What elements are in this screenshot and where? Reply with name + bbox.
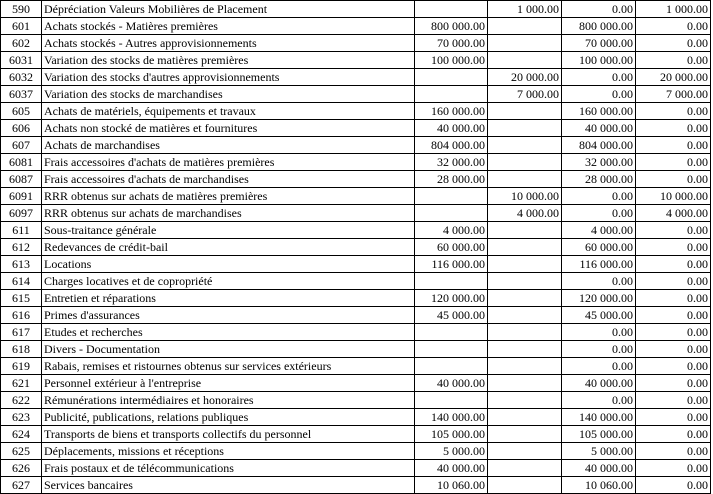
account-label-cell[interactable]: Frais accessoires d'achats de matières premières (42, 154, 415, 171)
account-code-cell[interactable]: 614 (1, 273, 42, 290)
credit-cell[interactable] (488, 324, 562, 341)
balance-debit-cell[interactable]: 0.00 (562, 324, 636, 341)
account-label-cell[interactable]: Frais accessoires d'achats de marchandises (42, 171, 415, 188)
table-row[interactable] (1, 1, 711, 18)
table-row[interactable] (1, 137, 711, 154)
account-label-cell[interactable]: Locations (42, 256, 415, 273)
account-label-cell[interactable]: Divers - Documentation (42, 341, 415, 358)
balance-debit-cell[interactable]: 116 000.00 (562, 256, 636, 273)
account-code-cell[interactable]: 626 (1, 460, 42, 477)
table-row[interactable] (1, 154, 711, 171)
table-row[interactable] (1, 120, 711, 137)
account-code-cell[interactable]: 621 (1, 375, 42, 392)
credit-cell[interactable] (488, 460, 562, 477)
balance-debit-cell[interactable]: 0.00 (562, 341, 636, 358)
balance-credit-cell[interactable]: 0.00 (636, 460, 711, 477)
account-label-cell[interactable]: Rabais, remises et ristournes obtenus sur services extérieurs (42, 358, 415, 375)
balance-credit-cell[interactable]: 0.00 (636, 137, 711, 154)
balance-debit-cell[interactable]: 4 000.00 (562, 222, 636, 239)
balance-debit-cell[interactable]: 0.00 (562, 86, 636, 103)
account-label-cell[interactable]: Redevances de crédit-bail (42, 239, 415, 256)
balance-credit-cell[interactable]: 0.00 (636, 290, 711, 307)
balance-credit-cell[interactable]: 0.00 (636, 154, 711, 171)
balance-debit-cell[interactable]: 70 000.00 (562, 35, 636, 52)
debit-cell[interactable]: 160 000.00 (415, 103, 488, 120)
debit-cell[interactable] (415, 273, 488, 290)
account-code-cell[interactable]: 606 (1, 120, 42, 137)
balance-credit-cell[interactable]: 0.00 (636, 256, 711, 273)
table-row[interactable] (1, 86, 711, 103)
balance-credit-cell[interactable]: 0.00 (636, 392, 711, 409)
account-label-cell[interactable]: Variation des stocks d'autres approvisionnements (42, 69, 415, 86)
debit-cell[interactable] (415, 69, 488, 86)
balance-credit-cell[interactable]: 0.00 (636, 103, 711, 120)
balance-credit-cell[interactable]: 0.00 (636, 358, 711, 375)
account-code-cell[interactable]: 622 (1, 392, 42, 409)
debit-cell[interactable]: 804 000.00 (415, 137, 488, 154)
balance-debit-cell[interactable]: 40 000.00 (562, 120, 636, 137)
debit-cell[interactable]: 40 000.00 (415, 460, 488, 477)
balance-credit-cell[interactable]: 0.00 (636, 477, 711, 494)
debit-cell[interactable]: 120 000.00 (415, 290, 488, 307)
account-code-cell[interactable]: 612 (1, 239, 42, 256)
account-label-cell[interactable]: Transports de biens et transports collectifs du personnel (42, 426, 415, 443)
balance-credit-cell[interactable]: 0.00 (636, 341, 711, 358)
credit-cell[interactable] (488, 103, 562, 120)
balance-debit-cell[interactable]: 100 000.00 (562, 52, 636, 69)
balance-debit-cell[interactable]: 0.00 (562, 69, 636, 86)
balance-credit-cell[interactable]: 10 000.00 (636, 188, 711, 205)
balance-debit-cell[interactable]: 0.00 (562, 273, 636, 290)
account-label-cell[interactable]: Achats stockés - Matières premières (42, 18, 415, 35)
credit-cell[interactable] (488, 273, 562, 290)
credit-cell[interactable] (488, 375, 562, 392)
table-row[interactable] (1, 426, 711, 443)
balance-credit-cell[interactable]: 0.00 (636, 273, 711, 290)
debit-cell[interactable]: 28 000.00 (415, 171, 488, 188)
table-row[interactable] (1, 477, 711, 494)
credit-cell[interactable] (488, 222, 562, 239)
balance-debit-cell[interactable]: 120 000.00 (562, 290, 636, 307)
credit-cell[interactable] (488, 35, 562, 52)
account-code-cell[interactable]: 6081 (1, 154, 42, 171)
debit-cell[interactable]: 4 000.00 (415, 222, 488, 239)
debit-cell[interactable]: 140 000.00 (415, 409, 488, 426)
account-label-cell[interactable]: Services bancaires (42, 477, 415, 494)
account-label-cell[interactable]: Achats non stocké de matières et fournitures (42, 120, 415, 137)
account-code-cell[interactable]: 590 (1, 1, 42, 18)
account-code-cell[interactable]: 602 (1, 35, 42, 52)
credit-cell[interactable] (488, 18, 562, 35)
balance-credit-cell[interactable]: 4 000.00 (636, 205, 711, 222)
account-code-cell[interactable]: 6031 (1, 52, 42, 69)
balance-debit-cell[interactable]: 5 000.00 (562, 443, 636, 460)
balance-credit-cell[interactable]: 1 000.00 (636, 1, 711, 18)
account-label-cell[interactable]: Achats de matériels, équipements et travaux (42, 103, 415, 120)
balance-debit-cell[interactable]: 60 000.00 (562, 239, 636, 256)
balance-debit-cell[interactable]: 804 000.00 (562, 137, 636, 154)
credit-cell[interactable]: 1 000.00 (488, 1, 562, 18)
table-row[interactable] (1, 307, 711, 324)
balance-table-body (1, 1, 711, 494)
debit-cell[interactable]: 40 000.00 (415, 375, 488, 392)
balance-credit-cell[interactable]: 0.00 (636, 307, 711, 324)
debit-cell[interactable]: 10 060.00 (415, 477, 488, 494)
balance-credit-cell[interactable]: 0.00 (636, 443, 711, 460)
credit-cell[interactable] (488, 239, 562, 256)
credit-cell[interactable]: 4 000.00 (488, 205, 562, 222)
credit-cell[interactable] (488, 137, 562, 154)
debit-cell[interactable]: 70 000.00 (415, 35, 488, 52)
account-code-cell[interactable]: 624 (1, 426, 42, 443)
debit-cell[interactable]: 32 000.00 (415, 154, 488, 171)
table-row[interactable] (1, 103, 711, 120)
table-row[interactable] (1, 324, 711, 341)
credit-cell[interactable] (488, 256, 562, 273)
credit-cell[interactable] (488, 290, 562, 307)
balance-debit-cell[interactable]: 800 000.00 (562, 18, 636, 35)
table-row[interactable] (1, 443, 711, 460)
credit-cell[interactable]: 20 000.00 (488, 69, 562, 86)
account-label-cell[interactable]: Primes d'assurances (42, 307, 415, 324)
table-row[interactable] (1, 290, 711, 307)
debit-cell[interactable] (415, 324, 488, 341)
table-row[interactable] (1, 256, 711, 273)
balance-credit-cell[interactable]: 0.00 (636, 375, 711, 392)
account-code-cell[interactable]: 617 (1, 324, 42, 341)
debit-cell[interactable]: 800 000.00 (415, 18, 488, 35)
table-row[interactable] (1, 375, 711, 392)
table-row[interactable] (1, 18, 711, 35)
table-row[interactable] (1, 409, 711, 426)
credit-cell[interactable] (488, 477, 562, 494)
balance-credit-cell[interactable]: 0.00 (636, 171, 711, 188)
credit-cell[interactable] (488, 171, 562, 188)
table-row[interactable] (1, 69, 711, 86)
balance-debit-cell[interactable]: 105 000.00 (562, 426, 636, 443)
debit-cell[interactable]: 105 000.00 (415, 426, 488, 443)
account-code-cell[interactable]: 627 (1, 477, 42, 494)
balance-debit-cell[interactable]: 140 000.00 (562, 409, 636, 426)
balance-debit-cell[interactable]: 40 000.00 (562, 460, 636, 477)
table-row[interactable] (1, 341, 711, 358)
account-label-cell[interactable]: Entretien et réparations (42, 290, 415, 307)
balance-credit-cell[interactable]: 0.00 (636, 120, 711, 137)
table-row[interactable] (1, 52, 711, 69)
table-row[interactable] (1, 222, 711, 239)
account-label-cell[interactable]: Sous-traitance générale (42, 222, 415, 239)
account-label-cell[interactable]: Charges locatives et de copropriété (42, 273, 415, 290)
debit-cell[interactable]: 40 000.00 (415, 120, 488, 137)
balance-credit-cell[interactable]: 0.00 (636, 35, 711, 52)
balance-credit-cell[interactable]: 0.00 (636, 239, 711, 256)
table-row[interactable] (1, 171, 711, 188)
account-code-cell[interactable]: 611 (1, 222, 42, 239)
credit-cell[interactable] (488, 443, 562, 460)
balance-debit-cell[interactable]: 45 000.00 (562, 307, 636, 324)
balance-credit-cell[interactable]: 0.00 (636, 52, 711, 69)
table-row[interactable] (1, 358, 711, 375)
table-row[interactable] (1, 35, 711, 52)
balance-debit-cell[interactable]: 40 000.00 (562, 375, 636, 392)
credit-cell[interactable] (488, 426, 562, 443)
account-code-cell[interactable]: 6091 (1, 188, 42, 205)
account-code-cell[interactable]: 607 (1, 137, 42, 154)
balance-debit-cell[interactable]: 0.00 (562, 188, 636, 205)
balance-credit-cell[interactable]: 0.00 (636, 426, 711, 443)
account-label-cell[interactable]: Personnel extérieur à l'entreprise (42, 375, 415, 392)
account-label-cell[interactable]: RRR obtenus sur achats de matières premières (42, 188, 415, 205)
table-row[interactable] (1, 460, 711, 477)
account-label-cell[interactable]: Déplacements, missions et réceptions (42, 443, 415, 460)
account-code-cell[interactable]: 605 (1, 103, 42, 120)
account-code-cell[interactable]: 618 (1, 341, 42, 358)
balance-credit-cell[interactable]: 0.00 (636, 222, 711, 239)
credit-cell[interactable] (488, 154, 562, 171)
account-label-cell[interactable]: Variation des stocks de matières premières (42, 52, 415, 69)
credit-cell[interactable]: 7 000.00 (488, 86, 562, 103)
balance-debit-cell[interactable]: 0.00 (562, 205, 636, 222)
credit-cell[interactable] (488, 358, 562, 375)
balance-credit-cell[interactable]: 0.00 (636, 324, 711, 341)
account-label-cell[interactable]: Publicité, publications, relations publiques (42, 409, 415, 426)
balance-credit-cell[interactable]: 7 000.00 (636, 86, 711, 103)
credit-cell[interactable] (488, 52, 562, 69)
account-label-cell[interactable]: Variation des stocks de marchandises (42, 86, 415, 103)
account-code-cell[interactable]: 625 (1, 443, 42, 460)
credit-cell[interactable] (488, 341, 562, 358)
debit-cell[interactable] (415, 188, 488, 205)
balance-debit-cell[interactable]: 32 000.00 (562, 154, 636, 171)
debit-cell[interactable] (415, 86, 488, 103)
credit-cell[interactable] (488, 392, 562, 409)
account-label-cell[interactable]: Rémunérations intermédiaires et honoraires (42, 392, 415, 409)
credit-cell[interactable] (488, 120, 562, 137)
account-code-cell[interactable]: 6097 (1, 205, 42, 222)
account-code-cell[interactable]: 6032 (1, 69, 42, 86)
debit-cell[interactable] (415, 392, 488, 409)
account-code-cell[interactable]: 613 (1, 256, 42, 273)
debit-cell[interactable]: 116 000.00 (415, 256, 488, 273)
table-row[interactable] (1, 392, 711, 409)
balance-credit-cell[interactable]: 0.00 (636, 409, 711, 426)
balance-debit-cell[interactable]: 0.00 (562, 392, 636, 409)
account-label-cell[interactable]: Etudes et recherches (42, 324, 415, 341)
debit-cell[interactable]: 5 000.00 (415, 443, 488, 460)
account-code-cell[interactable]: 619 (1, 358, 42, 375)
balance-debit-cell[interactable]: 28 000.00 (562, 171, 636, 188)
table-row[interactable] (1, 273, 711, 290)
account-label-cell[interactable]: Dépréciation Valeurs Mobilières de Placement (42, 1, 415, 18)
account-code-cell[interactable]: 6087 (1, 171, 42, 188)
balance-debit-cell[interactable]: 0.00 (562, 1, 636, 18)
account-label-cell[interactable]: Frais postaux et de télécommunications (42, 460, 415, 477)
credit-cell[interactable]: 10 000.00 (488, 188, 562, 205)
debit-cell[interactable]: 100 000.00 (415, 52, 488, 69)
account-code-cell[interactable]: 6037 (1, 86, 42, 103)
debit-cell[interactable]: 60 000.00 (415, 239, 488, 256)
table-row[interactable] (1, 205, 711, 222)
account-label-cell[interactable]: Achats de marchandises (42, 137, 415, 154)
debit-cell[interactable] (415, 1, 488, 18)
credit-cell[interactable] (488, 409, 562, 426)
balance-debit-cell[interactable]: 10 060.00 (562, 477, 636, 494)
balance-debit-cell[interactable]: 160 000.00 (562, 103, 636, 120)
account-code-cell[interactable]: 601 (1, 18, 42, 35)
debit-cell[interactable] (415, 341, 488, 358)
table-row[interactable] (1, 188, 711, 205)
balance-credit-cell[interactable]: 0.00 (636, 18, 711, 35)
account-code-cell[interactable]: 615 (1, 290, 42, 307)
debit-cell[interactable] (415, 205, 488, 222)
credit-cell[interactable] (488, 307, 562, 324)
balance-debit-cell[interactable]: 0.00 (562, 358, 636, 375)
debit-cell[interactable] (415, 358, 488, 375)
account-label-cell[interactable]: RRR obtenus sur achats de marchandises (42, 205, 415, 222)
debit-cell[interactable]: 45 000.00 (415, 307, 488, 324)
account-code-cell[interactable]: 616 (1, 307, 42, 324)
account-code-cell[interactable]: 623 (1, 409, 42, 426)
account-label-cell[interactable]: Achats stockés - Autres approvisionnements (42, 35, 415, 52)
balance-credit-cell[interactable]: 20 000.00 (636, 69, 711, 86)
table-row[interactable] (1, 239, 711, 256)
